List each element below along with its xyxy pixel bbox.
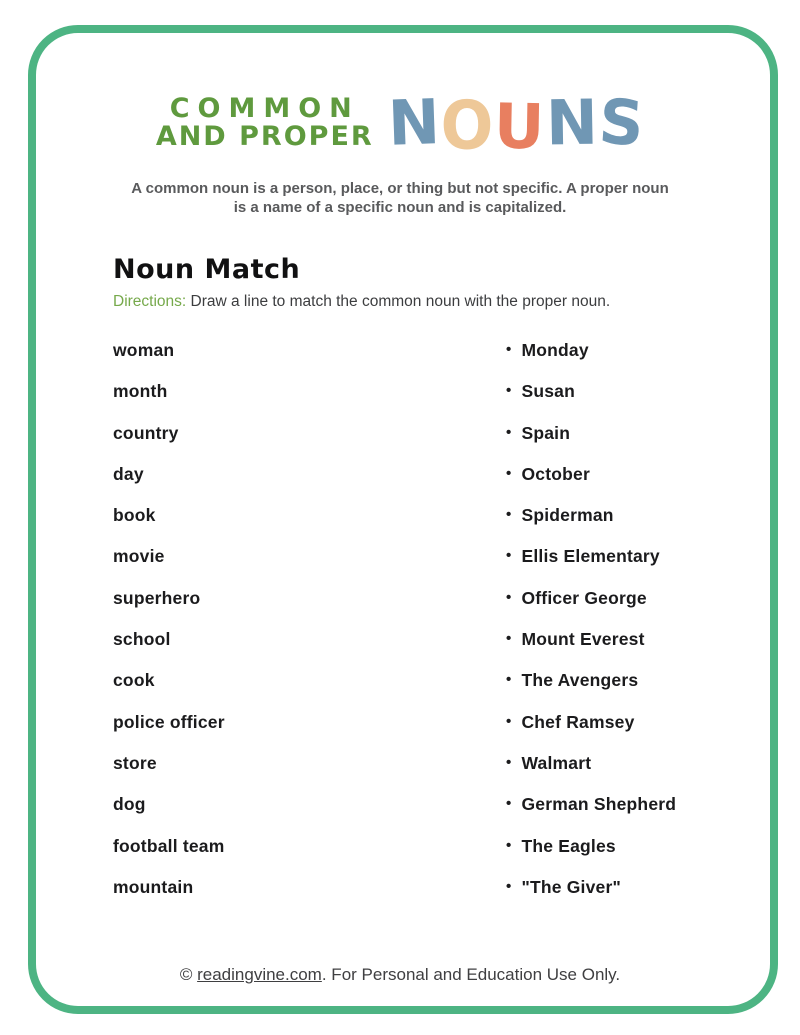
proper-noun-text: Spiderman: [521, 505, 614, 526]
proper-noun-item: [506, 753, 676, 794]
proper-noun-item: [506, 546, 676, 587]
title-nouns-word: [386, 84, 647, 165]
common-noun-item: day: [113, 463, 144, 484]
footer-copyright: [0, 965, 800, 985]
proper-noun-item: [506, 340, 676, 381]
proper-noun-text: Monday: [521, 340, 589, 360]
proper-noun-text: Spain: [521, 422, 571, 443]
proper-noun-text: "The Giver": [521, 876, 621, 897]
proper-noun-item: [506, 464, 676, 505]
worksheet-title: [0, 84, 800, 165]
common-noun-item: book: [113, 505, 156, 526]
nouns-letter: N: [386, 85, 442, 160]
proper-noun-text: Ellis Elementary: [521, 546, 660, 567]
proper-noun-item: [506, 712, 676, 753]
proper-noun-item: [506, 423, 676, 464]
common-noun-item: woman: [113, 340, 175, 360]
footer-suffix: . For Personal and Education Use Only.: [321, 965, 621, 984]
proper-noun-text: Walmart: [521, 752, 592, 773]
bullet-icon: •: [506, 877, 512, 895]
proper-noun-text: October: [521, 463, 590, 484]
common-noun-item: football team: [113, 835, 225, 856]
definition-subtitle: [0, 180, 800, 218]
proper-noun-text: Mount Everest: [521, 629, 645, 650]
proper-noun-text: Susan: [521, 381, 575, 402]
common-noun-item: dog: [113, 794, 146, 815]
directions-label: Directions:: [113, 293, 187, 310]
common-noun-item: country: [113, 422, 179, 443]
bullet-icon: •: [506, 671, 512, 689]
copyright-prefix: ©: [179, 965, 198, 984]
subtitle-line-2: is a name of a specific noun and is capitalized.: [233, 198, 567, 216]
bullet-icon: •: [506, 341, 512, 358]
directions-text: Draw a line to match the common noun with the proper noun.: [190, 293, 611, 310]
bullet-icon: •: [506, 630, 512, 648]
proper-noun-item: [506, 629, 676, 670]
proper-noun-item: [506, 877, 676, 918]
bullet-icon: •: [506, 753, 512, 771]
bullet-icon: •: [506, 588, 512, 606]
directions-line: [113, 293, 610, 311]
bullet-icon: •: [506, 712, 512, 730]
common-noun-item: school: [113, 629, 171, 650]
proper-noun-text: Chef Ramsey: [521, 711, 635, 732]
proper-noun-text: Officer George: [521, 587, 647, 608]
proper-noun-item: [506, 836, 676, 877]
proper-noun-text: German Shepherd: [521, 794, 677, 815]
title-line-and-proper: AND PROPER: [155, 121, 374, 152]
proper-noun-text: The Eagles: [521, 835, 616, 856]
proper-noun-item: [506, 670, 676, 711]
common-noun-item: cook: [113, 670, 155, 691]
bullet-icon: •: [506, 506, 512, 524]
nouns-letter: O: [440, 86, 495, 165]
bullet-icon: •: [506, 795, 512, 813]
proper-noun-item: [506, 588, 676, 629]
common-noun-list: [113, 340, 225, 918]
nouns-letter: N: [544, 85, 600, 160]
common-noun-item: store: [113, 752, 157, 773]
common-noun-item: movie: [113, 546, 165, 567]
common-noun-item: month: [113, 381, 168, 402]
proper-noun-item: [506, 505, 676, 546]
proper-noun-item: [506, 381, 676, 422]
bullet-icon: •: [506, 836, 512, 854]
proper-noun-item: [506, 794, 676, 835]
title-common-and-proper: [155, 92, 374, 152]
common-noun-item: mountain: [113, 876, 194, 897]
title-line-common: COMMON: [169, 92, 360, 124]
bullet-icon: •: [506, 547, 512, 565]
nouns-letter: S: [596, 84, 647, 161]
proper-noun-text: The Avengers: [521, 670, 639, 691]
bullet-icon: •: [506, 423, 512, 441]
bullet-icon: •: [506, 382, 512, 400]
subtitle-line-1: A common noun is a person, place, or thing but not specific. A proper noun: [131, 180, 669, 197]
common-noun-item: police officer: [113, 711, 225, 732]
common-noun-item: superhero: [113, 587, 201, 608]
nouns-letter: U: [493, 89, 547, 164]
proper-noun-list: [506, 340, 676, 918]
bullet-icon: •: [506, 464, 512, 482]
readingvine-link[interactable]: readingvine.com: [197, 965, 322, 984]
section-heading-noun-match: Noun Match: [113, 254, 301, 285]
